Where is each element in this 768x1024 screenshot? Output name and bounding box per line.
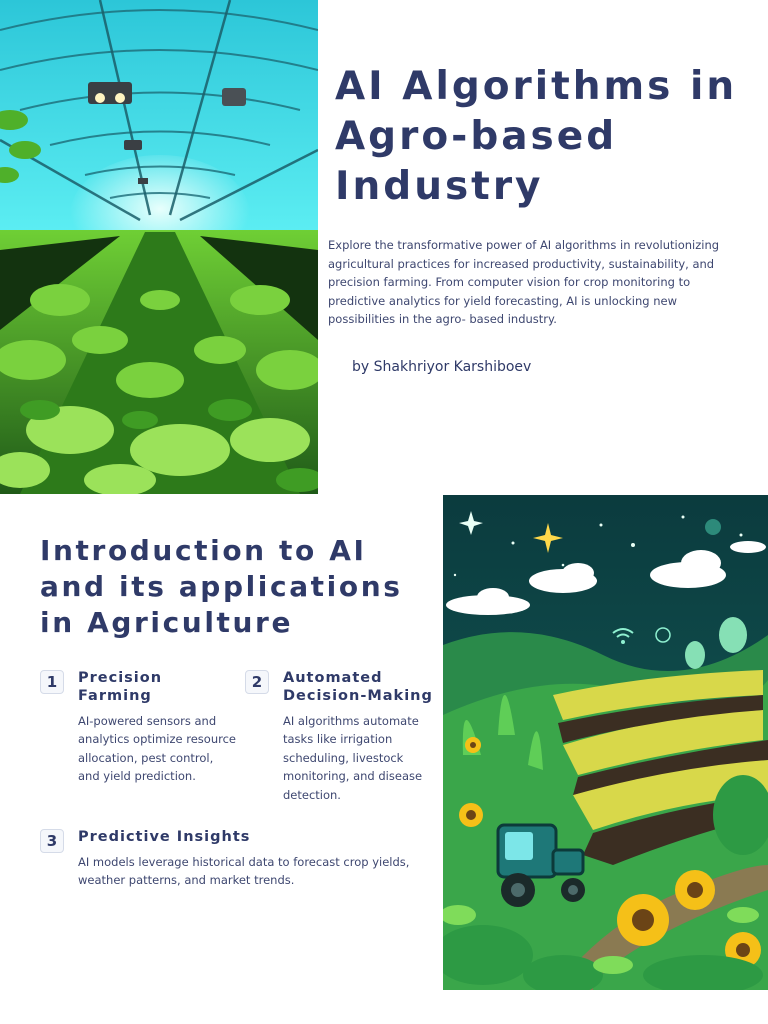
item-description-3: AI models leverage historical data to forecast crop yields, weather patterns, and market trends. — [78, 855, 410, 888]
section-title: Introduction to AI and its applications in Agriculture — [40, 534, 403, 639]
item-number-1: 1 — [40, 670, 64, 694]
item-title-1: Precision Farming — [78, 670, 163, 704]
item-number-3: 3 — [40, 829, 64, 853]
item-title-2: Automated Decision-Making — [283, 670, 433, 704]
intro-paragraph: Explore the transformative power of AI algorithms in revolutionizing agricultural practices for increased productivity, sustainability, and precision farming. From computer vision for crop monitoring to predictive analytics for yield forecasting, AI is unlocking new possibilities in the agro- based industry. — [328, 238, 720, 327]
greenhouse-image — [0, 0, 318, 494]
item-number-2: 2 — [245, 670, 269, 694]
item-description-2: AI algorithms automate tasks like irrigation scheduling, livestock monitoring, and disease detection. — [283, 714, 423, 802]
item-title-3: Predictive Insights — [78, 829, 251, 845]
smart-farm-illustration — [443, 495, 768, 990]
item-description-1: AI-powered sensors and analytics optimize resource allocation, pest control, and yield prediction. — [78, 714, 237, 784]
author-byline: by Shakhriyor Karshiboev — [352, 359, 532, 375]
presentation-title: AI Algorithms in Agro-based Industry — [335, 64, 738, 209]
